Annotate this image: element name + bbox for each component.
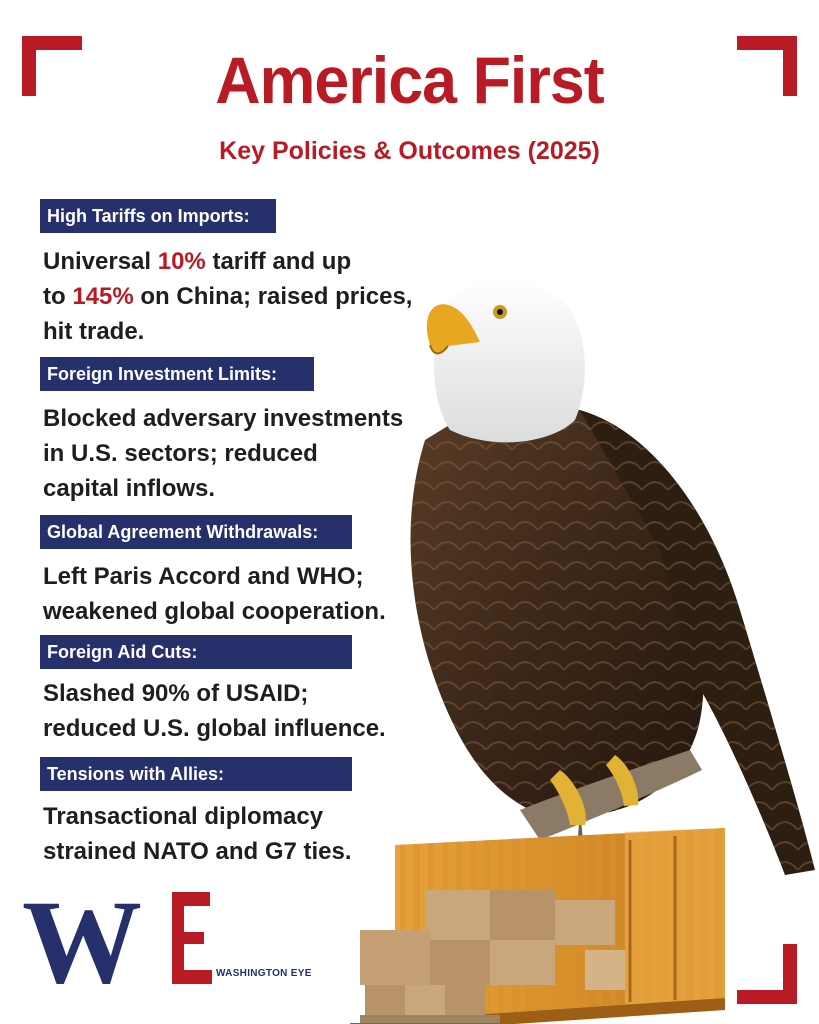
- policy-heading-agreements: Global Agreement Withdrawals:: [40, 515, 352, 549]
- svg-text:W: W: [22, 882, 132, 992]
- desc-line: reduced U.S. global influence.: [43, 715, 386, 742]
- desc-line: weakened global cooperation.: [43, 598, 386, 625]
- desc-line: Blocked adversary investments: [43, 405, 404, 432]
- desc-line: in U.S. sectors; reduced: [43, 440, 318, 467]
- desc-line: to 145% on China; raised prices,: [43, 283, 413, 310]
- policy-heading-tariffs: High Tariffs on Imports:: [40, 199, 276, 233]
- policy-heading-allies: Tensions with Allies:: [40, 757, 352, 791]
- policy-description-agreements: [43, 559, 386, 629]
- desc-line: Left Paris Accord and WHO;: [43, 563, 364, 590]
- desc-line: hit trade.: [43, 318, 145, 345]
- policy-description-investment: [43, 401, 403, 506]
- desc-line: Slashed 90% of USAID;: [43, 680, 309, 707]
- page-subtitle: Key Policies & Outcomes (2025): [219, 137, 600, 165]
- policy-description-tariffs: [43, 244, 412, 349]
- policy-heading-investment: Foreign Investment Limits:: [40, 357, 314, 391]
- policy-description-allies: [43, 799, 352, 869]
- desc-line: Transactional diplomacy: [43, 803, 324, 830]
- desc-line: capital inflows.: [43, 475, 216, 502]
- eagle-icon: [411, 279, 815, 890]
- policy-description-aid: [43, 676, 386, 746]
- highlight-percentage: 10%: [157, 248, 206, 275]
- policy-heading-aid: Foreign Aid Cuts:: [40, 635, 352, 669]
- desc-line: strained NATO and G7 ties.: [43, 838, 352, 865]
- page-title: America First: [215, 43, 604, 117]
- brand-name: WASHINGTON EYE: [216, 968, 312, 979]
- highlight-percentage: 145%: [72, 283, 134, 310]
- desc-line: Universal 10% tariff and up: [43, 248, 352, 275]
- eagle-container-illustration: [330, 250, 819, 1024]
